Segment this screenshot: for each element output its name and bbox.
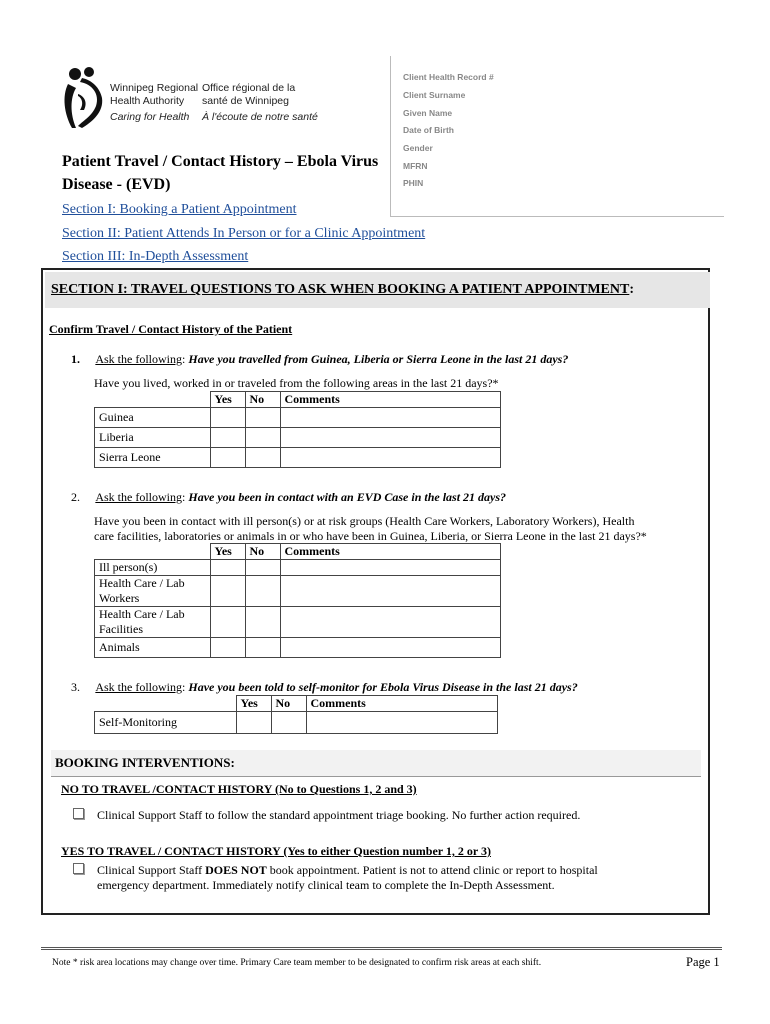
q3-comment-cell[interactable] <box>306 712 497 734</box>
q1-no-cell[interactable] <box>245 448 280 468</box>
question-3 <box>71 680 578 695</box>
link-section-1[interactable]: Section I: Booking a Patient Appointment <box>62 202 297 217</box>
logo-en-line2: Health Authority <box>110 95 185 107</box>
logo-en-tagline: Caring for Health <box>110 111 190 123</box>
q2-row-label-line1: Health Care / Lab <box>99 607 185 621</box>
q3-number: 3. <box>71 680 80 694</box>
q2-ask-label: Ask the following <box>95 490 183 504</box>
q1-row-label: Liberia <box>95 428 211 448</box>
logo-fr-name <box>202 82 318 124</box>
q3-col-no: No <box>271 696 306 712</box>
wrha-logo <box>62 66 322 136</box>
q2-yes-cell[interactable] <box>210 638 245 658</box>
page-title <box>62 150 378 196</box>
q2-sub-line2: care facilities, laboratories or animals in or who have been in Guinea, Liberia, or Sierra Leone in the last 21 days?* <box>94 529 647 543</box>
q2-comment-cell[interactable] <box>280 576 500 607</box>
no-history-checkbox[interactable] <box>73 808 84 819</box>
q2-table <box>94 543 501 658</box>
confirm-history-label: Confirm Travel / Contact History of the Patient <box>49 322 293 336</box>
q2-no-cell[interactable] <box>245 560 280 576</box>
q1-row-label: Guinea <box>95 408 211 428</box>
link-section-2[interactable]: Section II: Patient Attends In Person or for a Clinic Appointment <box>62 225 426 241</box>
page-title-line2: Disease - (EVD) <box>62 176 171 193</box>
q1-yes-cell[interactable] <box>210 408 245 428</box>
no-history-option <box>73 808 580 823</box>
yes-history-text-bold: DOES NOT <box>205 863 267 877</box>
q2-row-label: Ill person(s) <box>95 560 211 576</box>
q2-yes-cell[interactable] <box>210 560 245 576</box>
q3-col-yes: Yes <box>236 696 271 712</box>
table-row <box>95 576 501 607</box>
footer-note: Note * risk area locations may change over time. Primary Care team member to be designated to confirm risk areas at each shift. <box>52 958 542 968</box>
q2-row-label: Animals <box>95 638 211 658</box>
client-record-label: Client Health Record # <box>403 72 494 82</box>
q1-comment-cell[interactable] <box>280 428 500 448</box>
no-history-text: Clinical Support Staff to follow the standard appointment triage booking. No further action required. <box>97 808 581 822</box>
q2-yes-cell[interactable] <box>210 576 245 607</box>
q1-col-no: No <box>245 392 280 408</box>
q2-row-label-line2: Workers <box>99 591 140 605</box>
section-1-box <box>41 268 710 915</box>
wrha-logo-mark-icon <box>62 66 104 132</box>
booking-interventions-heading: BOOKING INTERVENTIONS: <box>51 750 701 776</box>
logo-en-line1: Winnipeg Regional <box>110 82 199 94</box>
q3-col-comments: Comments <box>306 696 497 712</box>
table-row <box>95 428 501 448</box>
question-2 <box>71 490 506 505</box>
client-info-box <box>390 56 724 217</box>
q2-sub <box>94 514 647 544</box>
logo-en-name <box>110 82 198 124</box>
mfrn-label: MFRN <box>403 161 428 171</box>
gender-label: Gender <box>403 143 433 153</box>
q1-row-label: Sierra Leone <box>95 448 211 468</box>
q3-no-cell[interactable] <box>271 712 306 734</box>
yes-history-text-a: Clinical Support Staff <box>97 863 206 877</box>
section-1-heading-colon: : <box>629 282 634 297</box>
q1-colon: : <box>182 352 186 366</box>
q1-number: 1. <box>71 352 80 366</box>
q2-comment-cell[interactable] <box>280 560 500 576</box>
section-1-heading-text: SECTION I: TRAVEL QUESTIONS TO ASK WHEN BOOKING A PATIENT APPOINTMENT <box>51 282 630 297</box>
q3-question: Have you been told to self-monitor for Ebola Virus Disease in the last 21 days? <box>188 680 578 694</box>
q1-ask-label: Ask the following <box>95 352 183 366</box>
q3-table <box>94 695 498 734</box>
yes-history-checkbox[interactable] <box>73 863 84 874</box>
table-row <box>95 607 501 638</box>
client-surname-label: Client Surname <box>403 90 466 100</box>
table-row <box>95 408 501 428</box>
q3-ask-label: Ask the following <box>95 680 183 694</box>
page-number: Page 1 <box>686 955 720 969</box>
date-of-birth-label: Date of Birth <box>403 125 454 135</box>
q2-row-label <box>95 576 211 607</box>
q2-col-yes: Yes <box>210 544 245 560</box>
q2-sub-line1: Have you been in contact with ill person(s) or at risk groups (Health Care Workers, Laboratory Workers), Health <box>94 514 635 528</box>
q2-no-cell[interactable] <box>245 576 280 607</box>
phin-label: PHIN <box>403 178 424 188</box>
q2-comment-cell[interactable] <box>280 638 500 658</box>
logo-fr-line2: santé de Winnipeg <box>202 95 289 107</box>
q3-row-label: Self-Monitoring <box>95 712 237 734</box>
q1-sub: Have you lived, worked in or traveled from the following areas in the last 21 days?* <box>94 376 499 390</box>
link-section-3[interactable]: Section III: In-Depth Assessment <box>62 249 249 264</box>
question-1 <box>71 352 568 367</box>
page-title-line1: Patient Travel / Contact History – Ebola Virus <box>62 153 379 170</box>
q2-comment-cell[interactable] <box>280 607 500 638</box>
section-links <box>62 198 425 269</box>
q1-table <box>94 391 501 468</box>
logo-fr-line1: Office régional de la <box>202 82 296 94</box>
q1-yes-cell[interactable] <box>210 428 245 448</box>
q1-comment-cell[interactable] <box>280 408 500 428</box>
q2-colon: : <box>182 490 186 504</box>
table-row <box>95 448 501 468</box>
table-row <box>95 638 501 658</box>
q2-row-label-line1: Health Care / Lab <box>99 576 185 590</box>
section-1-heading <box>45 272 710 308</box>
logo-fr-tagline: À l'écoute de notre santé <box>202 111 318 123</box>
q3-yes-cell[interactable] <box>236 712 271 734</box>
q2-yes-cell[interactable] <box>210 607 245 638</box>
q1-yes-cell[interactable] <box>210 448 245 468</box>
q2-row-label-line2: Facilities <box>99 622 143 636</box>
q2-no-cell[interactable] <box>245 638 280 658</box>
q3-colon: : <box>182 680 186 694</box>
q1-no-cell[interactable] <box>245 428 280 448</box>
given-name-label: Given Name <box>403 108 453 118</box>
footer-divider <box>41 947 722 950</box>
yes-history-text-line2: emergency department. Immediately notify clinical team to complete the In-Depth Assessment. <box>97 878 555 892</box>
table-row <box>95 560 501 576</box>
yes-history-option <box>73 863 598 893</box>
no-history-heading: NO TO TRAVEL /CONTACT HISTORY (No to Questions 1, 2 and 3) <box>61 782 417 796</box>
q2-no-cell[interactable] <box>245 607 280 638</box>
q2-row-label <box>95 607 211 638</box>
q1-col-yes: Yes <box>210 392 245 408</box>
q2-question: Have you been in contact with an EVD Case in the last 21 days? <box>188 490 507 504</box>
q2-number: 2. <box>71 490 80 504</box>
q1-comment-cell[interactable] <box>280 448 500 468</box>
yes-history-text-b: book appointment. Patient is not to attend clinic or report to hospital <box>266 863 598 877</box>
q2-col-comments: Comments <box>280 544 500 560</box>
table-row <box>95 712 498 734</box>
q2-col-no: No <box>245 544 280 560</box>
q1-question: Have you travelled from Guinea, Liberia or Sierra Leone in the last 21 days? <box>188 352 569 366</box>
q1-no-cell[interactable] <box>245 408 280 428</box>
q1-col-comments: Comments <box>280 392 500 408</box>
yes-history-heading: YES TO TRAVEL / CONTACT HISTORY (Yes to either Question number 1, 2 or 3) <box>61 844 491 858</box>
